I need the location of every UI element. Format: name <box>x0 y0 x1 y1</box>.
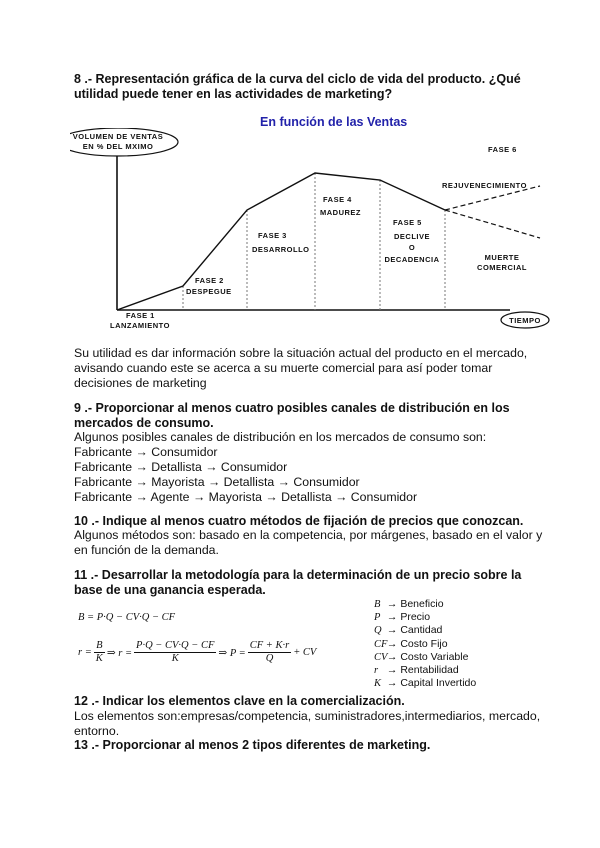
channel-4: Fabricante → Agente → Mayorista → Detallista → Consumidor <box>74 490 418 504</box>
fraction-price <box>248 640 291 665</box>
phase1-name: LANZAMIENTO <box>110 321 170 330</box>
commercial-death-line <box>445 210 540 238</box>
phase5-title: FASE 5 <box>393 218 422 227</box>
answer-8: Su utilidad es dar información sobre la situación actual del producto en el mercado, avisando cuando este se acerca a su muerte comercial para así poder tomar decisiones de marketing <box>74 346 528 390</box>
phase5-name-line2: O <box>408 243 416 252</box>
y-axis-label-line1: VOLUMEN DE VENTAS <box>72 132 164 141</box>
fraction-profit-den: K <box>171 653 179 664</box>
variable-legend <box>374 598 476 690</box>
eq-arrow-1: ⇒ r = <box>106 647 133 659</box>
fraction-price-num: CF + K·r <box>249 640 290 651</box>
channel-3: Fabricante → Mayorista → Detallista → Consumidor <box>74 475 360 489</box>
fraction-profit-capital <box>134 640 216 665</box>
phase6-title: FASE 6 <box>488 145 517 154</box>
phase6-death-line1: MUERTE <box>484 253 520 262</box>
question-11: 11 .- Desarrollar la metodología para la determinación de un precio sobre la base de una ganancia esperada. <box>74 568 522 597</box>
channel-1: Fabricante → Consumidor <box>74 445 218 459</box>
answer-9-intro: Algunos posibles canales de distribución en los mercados de consumo son: <box>74 430 487 444</box>
legend-sym: B <box>374 599 381 610</box>
phase6-death-line2: COMERCIAL <box>477 263 527 272</box>
legend-item: CV → Costo Variable <box>374 650 469 663</box>
fraction-b-k <box>94 640 105 665</box>
question-9: 9 .- Proporcionar al menos cuatro posibles canales de distribución en los mercados de consumo. <box>74 401 510 430</box>
eq-tail: + CV <box>293 647 317 658</box>
legend-sym: P <box>374 612 381 624</box>
legend-sym: CV <box>374 651 388 663</box>
life-cycle-curve <box>117 173 445 310</box>
legend-item: Q → Cantidad <box>374 624 443 637</box>
phase2-title: FASE 2 <box>195 276 224 285</box>
fraction-profit-num: P·Q − CV·Q − CF <box>136 640 215 651</box>
legend-item: B → Beneficio <box>374 598 444 610</box>
y-axis-label-line2: EN % DEL MXIMO <box>82 142 154 151</box>
x-axis-label: TIEMPO <box>509 316 541 325</box>
phase5-name-line1: DECLIVE <box>393 232 431 241</box>
phase5-name-line3: DECADENCIA <box>384 255 440 264</box>
channel-2: Fabricante → Detallista → Consumidor <box>74 460 288 474</box>
phase1-title: FASE 1 <box>126 311 155 320</box>
question-12: 12 .- Indicar los elementos clave en la comercialización. <box>74 694 405 708</box>
life-cycle-chart <box>70 128 570 340</box>
legend-item: r → Rentabilidad <box>374 664 459 677</box>
phase3-name: DESARROLLO <box>252 245 310 254</box>
legend-sym: CF <box>374 638 388 650</box>
chart-title: En función de las Ventas <box>260 115 408 129</box>
legend-sym: K <box>374 678 382 690</box>
equation-benefit: B = P·Q − CV·Q − CF <box>78 612 176 623</box>
question-8: 8 .- Representación gráfica de la curva del ciclo de vida del producto. ¿Qué utilidad puede tener en las actividades de marketing? <box>74 72 521 101</box>
phase2-name: DESPEGUE <box>186 287 232 296</box>
legend-item: CF → Costo Fijo <box>374 637 448 650</box>
legend-item: P → Precio <box>374 611 431 624</box>
fraction-k: K <box>95 653 103 664</box>
phase4-title: FASE 4 <box>323 195 352 204</box>
phase4-name: MADUREZ <box>320 208 361 217</box>
question-13: 13 .- Proporcionar al menos 2 tipos diferentes de marketing. <box>74 738 431 752</box>
legend-sym: r <box>374 665 379 677</box>
fraction-price-den: Q <box>265 653 274 664</box>
eq-r-lhs: r = <box>78 647 92 658</box>
phase3-title: FASE 3 <box>258 231 287 240</box>
answer-12: Los elementos son:empresas/competencia, suministradores,intermediarios, mercado, entorno. <box>74 709 541 738</box>
equation-price <box>78 640 316 665</box>
eq-arrow-2: ⇒ P = <box>218 647 246 659</box>
legend-sym: Q <box>374 625 382 637</box>
legend-item: K → Capital Invertido <box>374 677 477 690</box>
question-10: 10 .- Indique al menos cuatro métodos de fijación de precios que conozcan. <box>74 514 524 528</box>
fraction-b: B <box>96 640 103 651</box>
answer-10: Algunos métodos son: basado en la competencia, por márgenes, basado en el valor y en función de la demanda. <box>74 528 543 557</box>
phase6-rejuvenation: REJUVENECIMIENTO <box>442 181 527 190</box>
